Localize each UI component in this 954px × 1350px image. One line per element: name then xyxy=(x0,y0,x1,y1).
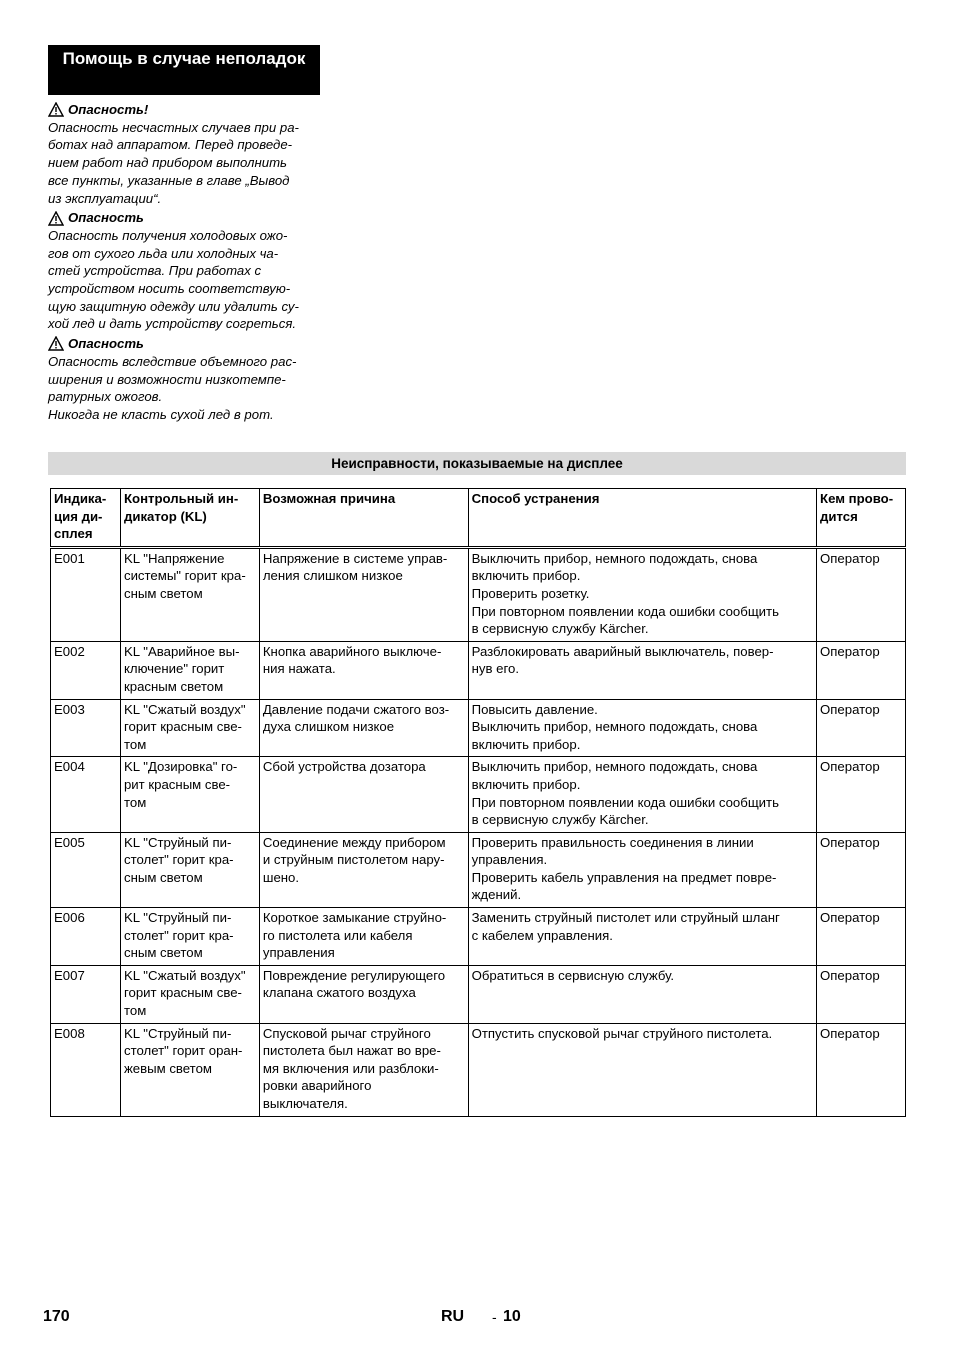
text-line: Разблокировать аварийный выключатель, повер- xyxy=(471,643,774,659)
warning-triangle-icon xyxy=(48,211,64,226)
text-line: При повторном появлении кода ошибки сообщить xyxy=(471,794,779,810)
text-line: Никогда не класть сухой лед в рот. xyxy=(48,406,274,422)
text-line: Повысить давление. xyxy=(471,701,598,717)
text-line: Проверить розетку. xyxy=(471,585,590,601)
text-line: ширения и возможности низкотемпе- xyxy=(48,371,286,387)
text-line: дикатор (KL) xyxy=(123,508,207,524)
cell-remedy xyxy=(468,699,816,757)
text-line: с кабелем управления. xyxy=(471,927,613,943)
text-line: из эксплуатации“. xyxy=(48,190,162,206)
text-line: том xyxy=(123,1003,147,1019)
text-line: сным светом xyxy=(123,945,203,961)
table-row xyxy=(51,965,906,1023)
text-line: Опасность получения холодовых ожо- xyxy=(48,227,288,243)
text-line: нием работ над прибором выполнить xyxy=(48,155,287,171)
table-row xyxy=(51,547,906,641)
warning-heading xyxy=(48,101,324,119)
cell-remedy xyxy=(468,757,816,832)
warning-text xyxy=(48,119,324,208)
safety-warnings xyxy=(48,101,324,424)
cell-indicator xyxy=(120,547,259,641)
text-line: Контрольный ин- xyxy=(123,491,239,506)
text-line: выключателя. xyxy=(262,1096,348,1111)
cell-cause xyxy=(259,908,468,966)
cell-cause xyxy=(259,832,468,907)
text-line: том xyxy=(123,794,147,810)
cell-code: E006 xyxy=(51,908,121,966)
text-line: KL "Напряжение xyxy=(123,550,225,566)
cell-indicator xyxy=(120,832,259,907)
header-cause xyxy=(259,489,468,548)
text-line: Проверить правильность соединения в линии xyxy=(471,834,754,850)
text-line: в сервисную службу Kärcher. xyxy=(471,621,649,637)
warning-block xyxy=(48,335,324,424)
text-line: горит красным све- xyxy=(123,985,242,1001)
text-line: ния нажата. xyxy=(262,661,336,677)
warning-heading xyxy=(48,335,324,353)
text-line: включить прибор. xyxy=(471,736,581,752)
text-line: Выключить прибор, немного подождать, снова xyxy=(471,759,758,775)
text-line: дится xyxy=(820,508,858,524)
warning-heading xyxy=(48,209,324,227)
text-line: и струйным пистолетом нару- xyxy=(262,852,445,868)
cell-remedy xyxy=(468,908,816,966)
text-line: в сервисную службу Kärcher. xyxy=(471,812,649,828)
warning-heading-text: Опасность xyxy=(68,336,144,352)
text-line: включить прибор. xyxy=(471,776,581,792)
text-line: сным светом xyxy=(123,869,203,885)
text-line: шено. xyxy=(262,869,300,885)
cell-code: E007 xyxy=(51,965,121,1023)
text-line: духа слишком низкое xyxy=(262,719,395,735)
text-line: сным светом xyxy=(123,585,203,601)
cell-performed-by: Оператор xyxy=(817,757,906,832)
warning-triangle-icon xyxy=(48,336,64,351)
cell-remedy xyxy=(468,547,816,641)
warning-text xyxy=(48,353,324,424)
table-row xyxy=(51,908,906,966)
text-line: KL "Сжатый воздух" xyxy=(123,701,246,717)
cell-performed-by: Оператор xyxy=(817,1023,906,1116)
table-header-row xyxy=(51,489,906,548)
text-line: все пункты, указанные в главе „Вывод xyxy=(48,172,290,188)
cell-remedy xyxy=(468,1023,816,1116)
text-line: стей устройства. При работах с xyxy=(48,263,262,279)
section-page-number: 10 xyxy=(503,1308,521,1325)
text-line: KL "Струйный пи- xyxy=(123,910,232,926)
text-line: KL "Струйный пи- xyxy=(123,834,232,850)
text-line: KL "Дозировка" го- xyxy=(123,759,238,775)
text-line: том xyxy=(123,736,147,752)
footer-separator: - xyxy=(492,1309,497,1325)
text-line: мя включения или разблоки- xyxy=(262,1060,439,1076)
text-line: При повторном появлении кода ошибки сообщить xyxy=(471,603,779,619)
text-line: Спусковой рычаг струйного xyxy=(262,1025,431,1041)
language-code: RU xyxy=(441,1308,465,1325)
cell-performed-by: Оператор xyxy=(817,832,906,907)
cell-cause xyxy=(259,547,468,641)
warning-heading-text: Опасность! xyxy=(68,102,149,117)
text-line: устройством носить соответствую- xyxy=(48,281,291,297)
text-line: управления xyxy=(262,945,335,961)
text-line: Кнопка аварийного выключе- xyxy=(262,643,442,659)
text-line: ратурных ожогов. xyxy=(48,389,163,405)
cell-remedy xyxy=(468,965,816,1023)
cell-indicator xyxy=(120,908,259,966)
warning-triangle-icon xyxy=(48,102,64,117)
text-line: щую защитную одежду или удалить су- xyxy=(48,298,299,314)
text-line: управления. xyxy=(471,852,548,868)
text-line: Индика- xyxy=(54,491,107,506)
text-line: Напряжение в системе управ- xyxy=(262,550,448,566)
cell-indicator xyxy=(120,699,259,757)
header-indicator xyxy=(120,489,259,548)
page-number: 170 xyxy=(43,1308,70,1325)
cell-performed-by: Оператор xyxy=(817,699,906,757)
warning-text xyxy=(48,227,324,333)
text-line: Сбой устройства дозатора xyxy=(262,759,426,775)
text-line: Опасность несчастных случаев при ра- xyxy=(48,119,299,135)
text-line: ления слишком низкое xyxy=(262,568,403,584)
text-line: красным светом xyxy=(123,678,224,694)
warning-block xyxy=(48,101,324,209)
cell-performed-by: Оператор xyxy=(817,908,906,966)
cell-cause xyxy=(259,965,468,1023)
table-row xyxy=(51,641,906,699)
warning-heading-text: Опасность xyxy=(68,210,144,226)
page-title: Помощь в случае неполадок xyxy=(48,45,320,95)
text-line: нув его. xyxy=(471,661,519,677)
text-line: KL "Аварийное вы- xyxy=(123,643,240,659)
section-title: Неисправности, показываемые на дисплее xyxy=(48,452,906,475)
cell-indicator xyxy=(120,1023,259,1116)
table-row xyxy=(51,699,906,757)
text-line: столет" горит кра- xyxy=(123,852,234,868)
text-line: Проверить кабель управления на предмет повре- xyxy=(471,869,777,885)
cell-code: E002 xyxy=(51,641,121,699)
text-line: ровки аварийного xyxy=(262,1078,372,1094)
text-line: KL "Струйный пи- xyxy=(123,1025,232,1041)
warning-block xyxy=(48,209,324,335)
text-line: KL "Сжатый воздух" xyxy=(123,967,246,983)
text-line: включить прибор. xyxy=(471,568,581,584)
table-row xyxy=(51,832,906,907)
cell-cause xyxy=(259,1023,468,1116)
text-line: ключение" горит xyxy=(123,661,225,677)
text-line: хой лед и дать устройству согреться. xyxy=(48,316,297,332)
text-line: системы" горит кра- xyxy=(123,568,246,584)
text-line: рит красным све- xyxy=(123,776,231,792)
text-line: Давление подачи сжатого воз- xyxy=(262,701,450,717)
cell-code: E004 xyxy=(51,757,121,832)
table-row xyxy=(51,1023,906,1116)
cell-performed-by: Оператор xyxy=(817,965,906,1023)
header-performed-by xyxy=(817,489,906,548)
cell-cause xyxy=(259,641,468,699)
cell-indicator xyxy=(120,757,259,832)
text-line: Выключить прибор, немного подождать, снова xyxy=(471,550,758,566)
text-line: Повреждение регулирующего xyxy=(262,967,446,983)
text-line: Опасность вследствие объемного рас- xyxy=(48,353,297,369)
text-line: горит красным све- xyxy=(123,719,242,735)
table-row xyxy=(51,757,906,832)
cell-code: E003 xyxy=(51,699,121,757)
cell-code: E005 xyxy=(51,832,121,907)
text-line: Способ устранения xyxy=(471,491,600,506)
text-line: Обратиться в сервисную службу. xyxy=(471,967,675,983)
text-line: Соединение между прибором xyxy=(262,834,446,850)
text-line: ботах над аппаратом. Перед проведе- xyxy=(48,137,293,153)
cell-indicator xyxy=(120,965,259,1023)
text-line: Возможная причина xyxy=(262,491,396,506)
cell-code: E008 xyxy=(51,1023,121,1116)
text-line: Заменить струйный пистолет или струйный шланг xyxy=(471,910,780,926)
header-display-code xyxy=(51,489,121,548)
text-line: гов от сухого льда или холодных ча- xyxy=(48,245,279,261)
cell-performed-by: Оператор xyxy=(817,547,906,641)
text-line: Кем прово- xyxy=(820,491,894,506)
text-line: столет" горит оран- xyxy=(123,1043,243,1059)
cell-indicator xyxy=(120,641,259,699)
text-line: Отпустить спусковой рычаг струйного пистолета. xyxy=(471,1025,773,1041)
cell-remedy xyxy=(468,641,816,699)
text-line: жевым светом xyxy=(123,1060,212,1076)
fault-table xyxy=(50,488,906,1117)
cell-performed-by: Оператор xyxy=(817,641,906,699)
text-line: пистолета был нажат во вре- xyxy=(262,1043,441,1059)
cell-remedy xyxy=(468,832,816,907)
text-line: Выключить прибор, немного подождать, снова xyxy=(471,719,758,735)
cell-code: E001 xyxy=(51,547,121,641)
text-line: ция ди- xyxy=(54,508,103,524)
header-remedy xyxy=(468,489,816,548)
text-line: столет" горит кра- xyxy=(123,927,234,943)
text-line: го пистолета или кабеля xyxy=(262,927,413,943)
text-line: клапана сжатого воздуха xyxy=(262,985,416,1001)
cell-cause xyxy=(259,699,468,757)
text-line: сплея xyxy=(54,526,93,542)
cell-cause xyxy=(259,757,468,832)
text-line: ждений. xyxy=(471,887,522,903)
text-line: Короткое замыкание струйно- xyxy=(262,910,447,926)
